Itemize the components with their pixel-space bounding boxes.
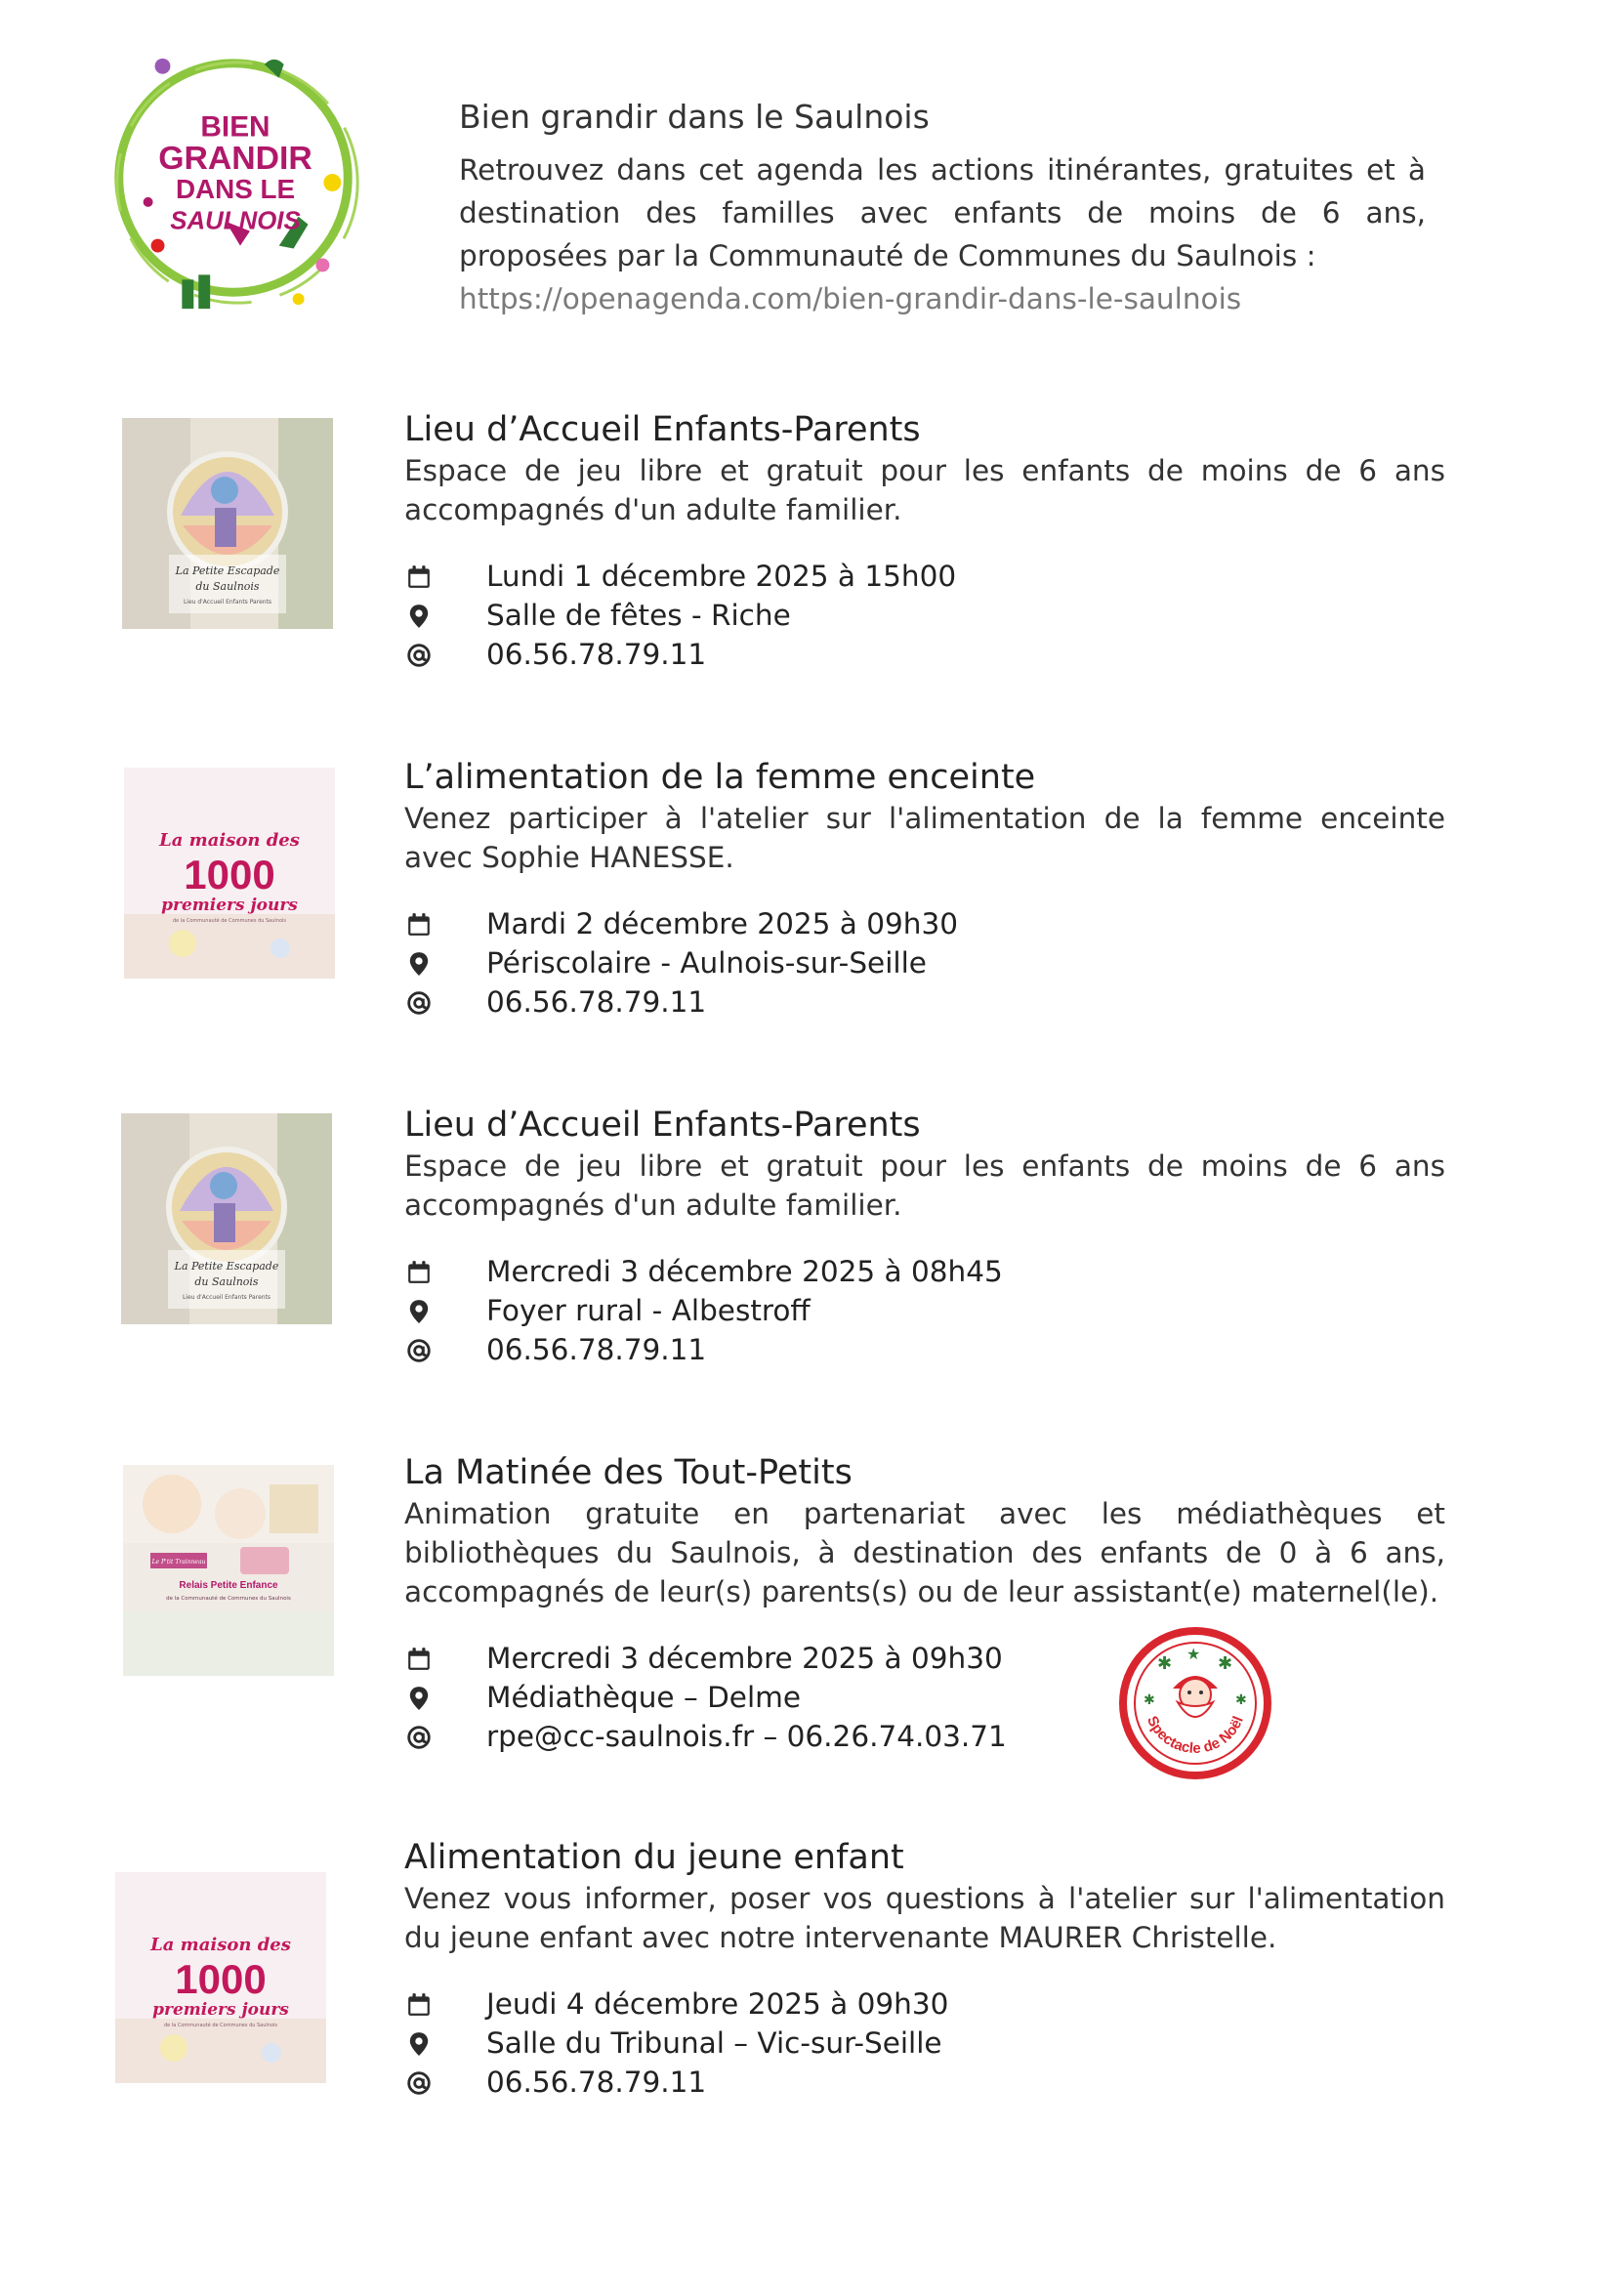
svg-text:✱: ✱ bbox=[1218, 1653, 1233, 1674]
logo-text-2: GRANDIR bbox=[158, 140, 312, 178]
event-title: Alimentation du jeune enfant bbox=[404, 1838, 904, 1877]
event-date: Lundi 1 décembre 2025 à 15h00 bbox=[486, 560, 957, 593]
map-pin-icon bbox=[406, 951, 432, 977]
thumb-text-1: La maison des bbox=[150, 1935, 291, 1955]
thumb-text-2: Relais Petite Enfance bbox=[179, 1580, 278, 1591]
event-date-row bbox=[404, 557, 1445, 596]
map-pin-icon bbox=[406, 1686, 432, 1711]
event-place-row bbox=[404, 2024, 1445, 2063]
at-icon bbox=[406, 2070, 432, 2096]
event-body bbox=[404, 756, 1445, 1022]
calendar-icon bbox=[406, 912, 432, 938]
thumb-text-3: premiers jours bbox=[161, 896, 298, 915]
event-thumbnail bbox=[122, 418, 333, 629]
openagenda-link[interactable]: https://openagenda.com/bien-grandir-dans-le-saulnois bbox=[459, 282, 1242, 315]
event-date-row bbox=[404, 1639, 1445, 1678]
event-place: Médiathèque – Delme bbox=[486, 1681, 802, 1714]
event-description: Venez vous informer, poser vos questions à l'atelier sur l'alimentation du jeune enfant avec notre intervenante MAURER Christelle. bbox=[404, 1882, 1445, 1954]
map-pin-icon bbox=[406, 1299, 432, 1324]
event-contact[interactable]: 06.56.78.79.11 bbox=[486, 638, 707, 671]
thumb-text-3: de la Communauté de Communes du Saulnois bbox=[166, 1596, 291, 1602]
thumb-text-2: 1000 bbox=[175, 1956, 267, 2002]
thumb-text-1: La maison des bbox=[159, 830, 300, 851]
intro-block bbox=[459, 96, 1426, 320]
badge-text: Spectacle de Noël bbox=[1144, 1713, 1247, 1757]
intro-paragraph: Retrouvez dans cet agenda les actions itinérantes, gratuites et à destination des familles avec enfants de moins de 6 ans, proposées par la Communauté de Communes du Saulnois : bbox=[459, 153, 1426, 272]
event-place-row bbox=[404, 596, 1445, 635]
event-date-row bbox=[404, 904, 1445, 943]
event-date: Jeudi 4 décembre 2025 à 09h30 bbox=[486, 1987, 949, 2021]
calendar-icon bbox=[406, 564, 432, 590]
event-meta bbox=[404, 557, 1445, 674]
event-contact[interactable]: 06.56.78.79.11 bbox=[486, 2066, 707, 2099]
svg-text:✱: ✱ bbox=[1144, 1692, 1155, 1708]
event-description: Animation gratuite en partenariat avec les médiathèques et bibliothèques du Saulnois, à destination des enfants de 0 à 6 ans, accompagnés de leur(s) parents(s) ou de leur assistant(e) maternel(le). bbox=[404, 1497, 1445, 1608]
svg-text:✱: ✱ bbox=[1157, 1653, 1173, 1674]
event-description: Espace de jeu libre et gratuit pour les enfants de moins de 6 ans accompagnés d'un adulte familier. bbox=[404, 1149, 1445, 1222]
thumb-text-4: de la Communauté de Communes du Saulnois bbox=[163, 2023, 278, 2028]
event-thumbnail bbox=[121, 1113, 332, 1324]
event-thumbnail bbox=[124, 768, 335, 979]
event-place: Salle de fêtes - Riche bbox=[486, 599, 791, 632]
page-title: Bien grandir dans le Saulnois bbox=[459, 98, 930, 136]
event-place-row bbox=[404, 1678, 1445, 1717]
event-contact-row bbox=[404, 982, 1445, 1022]
event-contact[interactable]: 06.56.78.79.11 bbox=[486, 1333, 707, 1366]
event-contact[interactable]: 06.56.78.79.11 bbox=[486, 985, 707, 1019]
event-title: L’alimentation de la femme enceinte bbox=[404, 758, 1036, 797]
thumb-text-4: de la Communauté de Communes du Saulnois bbox=[172, 918, 287, 924]
event-title: Lieu d’Accueil Enfants-Parents bbox=[404, 1106, 921, 1145]
event-body bbox=[404, 408, 1445, 674]
thumb-text-3: Lieu d'Accueil Enfants Parents bbox=[183, 599, 272, 605]
calendar-icon bbox=[406, 1260, 432, 1285]
event-date: Mercredi 3 décembre 2025 à 09h30 bbox=[486, 1642, 1003, 1675]
at-icon bbox=[406, 1338, 432, 1363]
event-description: Venez participer à l'atelier sur l'alimentation de la femme enceinte avec Sophie HANESSE. bbox=[404, 802, 1445, 874]
bien-grandir-logo bbox=[90, 37, 381, 328]
event-contact-row bbox=[404, 1717, 1445, 1756]
event-date-row bbox=[404, 1252, 1445, 1291]
spectacle-de-noel-badge bbox=[1116, 1624, 1274, 1782]
logo-text-1: BIEN bbox=[200, 110, 270, 144]
thumb-text-1: Le P'tit Trainneau bbox=[151, 1559, 206, 1565]
event-place-row bbox=[404, 1291, 1445, 1330]
event-contact-row bbox=[404, 635, 1445, 674]
thumb-text-2: du Saulnois bbox=[194, 1275, 259, 1288]
calendar-icon bbox=[406, 1992, 432, 2018]
event-thumbnail bbox=[123, 1465, 334, 1676]
event-date: Mercredi 3 décembre 2025 à 08h45 bbox=[486, 1255, 1003, 1288]
logo-text-4: SAULNOIS bbox=[170, 207, 301, 235]
event-date: Mardi 2 décembre 2025 à 09h30 bbox=[486, 907, 958, 940]
page-header bbox=[0, 0, 1623, 352]
event-contact-row bbox=[404, 2063, 1445, 2102]
thumb-text-2: du Saulnois bbox=[195, 580, 260, 593]
event-place: Salle du Tribunal – Vic-sur-Seille bbox=[486, 2026, 942, 2060]
svg-text:★: ★ bbox=[1186, 1645, 1201, 1663]
event-contact[interactable]: rpe@cc-saulnois.fr – 06.26.74.03.71 bbox=[486, 1720, 1007, 1753]
event-meta bbox=[404, 904, 1445, 1022]
at-icon bbox=[406, 643, 432, 668]
thumb-text-1: La Petite Escapade bbox=[174, 1260, 279, 1273]
thumb-text-1: La Petite Escapade bbox=[175, 564, 280, 577]
event-place: Foyer rural - Albestroff bbox=[486, 1294, 811, 1327]
event-place-row bbox=[404, 943, 1445, 982]
at-icon bbox=[406, 990, 432, 1016]
map-pin-icon bbox=[406, 2031, 432, 2057]
at-icon bbox=[406, 1725, 432, 1750]
map-pin-icon bbox=[406, 604, 432, 629]
event-body bbox=[404, 1451, 1445, 1756]
event-title: La Matinée des Tout-Petits bbox=[404, 1453, 853, 1492]
event-description: Espace de jeu libre et gratuit pour les enfants de moins de 6 ans accompagnés d'un adulte familier. bbox=[404, 454, 1445, 526]
event-place: Périscolaire - Aulnois-sur-Seille bbox=[486, 946, 927, 980]
event-thumbnail bbox=[115, 1872, 326, 2083]
thumb-text-3: premiers jours bbox=[152, 2000, 289, 2020]
logo-text-3: DANS LE bbox=[175, 173, 296, 204]
event-title: Lieu d’Accueil Enfants-Parents bbox=[404, 410, 921, 449]
calendar-icon bbox=[406, 1647, 432, 1672]
thumb-text-3: Lieu d'Accueil Enfants Parents bbox=[182, 1294, 271, 1301]
event-meta bbox=[404, 1639, 1445, 1756]
event-body bbox=[404, 1836, 1445, 2102]
thumb-text-2: 1000 bbox=[184, 852, 275, 898]
event-meta bbox=[404, 1984, 1445, 2102]
event-date-row bbox=[404, 1984, 1445, 2024]
intro-text bbox=[459, 148, 1426, 320]
svg-text:✱: ✱ bbox=[1235, 1692, 1247, 1708]
event-contact-row bbox=[404, 1330, 1445, 1369]
event-meta bbox=[404, 1252, 1445, 1369]
event-body bbox=[404, 1104, 1445, 1369]
